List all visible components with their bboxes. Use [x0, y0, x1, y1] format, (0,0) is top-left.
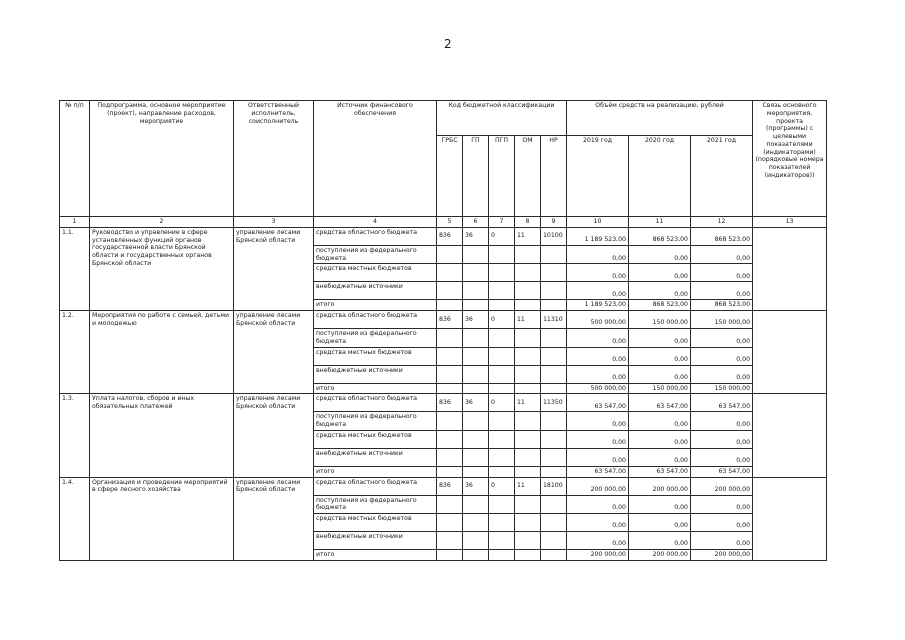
total-2021: 150 000,00 — [691, 383, 753, 394]
value-2021: 63 547,00 — [691, 394, 753, 412]
code-nr: 11350 — [541, 394, 567, 412]
item-number: 1.1. — [60, 227, 90, 310]
value-2020: 0,00 — [629, 329, 691, 348]
value-2021: 0,00 — [691, 245, 753, 264]
total-2019: 500 000,00 — [567, 383, 629, 394]
value-2020: 868 523,00 — [629, 227, 691, 245]
value-2021: 150 000,00 — [691, 311, 753, 329]
value-2019: 0,00 — [567, 514, 629, 532]
source-extra: внебюджетные источники — [314, 282, 437, 300]
header-executor: Ответственный исполнитель, соисполнитель — [234, 101, 314, 217]
value-2021: 0,00 — [691, 282, 753, 300]
item-number: 1.4. — [60, 477, 90, 560]
header-gp: ГП — [463, 136, 489, 217]
code-pgp: 0 — [489, 311, 515, 329]
header-2021: 2021 год — [691, 136, 753, 217]
source-local: средства местных бюджетов — [314, 430, 437, 448]
indicator-link — [753, 227, 827, 310]
value-2019: 0,00 — [567, 495, 629, 514]
value-2019: 0,00 — [567, 245, 629, 264]
item-executor: управление лесами Брянской области — [234, 227, 314, 310]
source-local: средства местных бюджетов — [314, 514, 437, 532]
col-number: 9 — [541, 217, 567, 228]
source-regional: средства областного бюджета — [314, 394, 437, 412]
total-2021: 63 547,00 — [691, 466, 753, 477]
source-regional: средства областного бюджета — [314, 477, 437, 495]
code-gp: 36 — [463, 227, 489, 245]
indicator-link — [753, 394, 827, 477]
value-2020: 0,00 — [629, 365, 691, 383]
item-title: Руководство и управление в сфере установленных функций органов государственной власти Брянской области и государственных органов Брянской области — [90, 227, 234, 310]
item-title: Организация и проведение мероприятий в сфере лесного хозяйства — [90, 477, 234, 560]
value-2021: 200 000,00 — [691, 477, 753, 495]
source-total: итого — [314, 383, 437, 394]
value-2021: 0,00 — [691, 495, 753, 514]
code-gp: 36 — [463, 477, 489, 495]
code-gp: 36 — [463, 394, 489, 412]
col-number: 1 — [60, 217, 90, 228]
total-2020: 868 523,00 — [629, 300, 691, 311]
item-executor: управление лесами Брянской области — [234, 394, 314, 477]
value-2020: 0,00 — [629, 282, 691, 300]
source-local: средства местных бюджетов — [314, 347, 437, 365]
column-numbers-row — [60, 217, 827, 228]
item-title: Мероприятия по работе с семьей, детьми и молодежью — [90, 311, 234, 394]
value-2021: 0,00 — [691, 412, 753, 431]
header-2019: 2019 год — [567, 136, 629, 217]
source-extra: внебюджетные источники — [314, 532, 437, 550]
value-2021: 0,00 — [691, 448, 753, 466]
header-volume: Объём средств на реализацию, рублей — [567, 101, 753, 136]
col-number: 12 — [691, 217, 753, 228]
header-source: Источник финансового обеспечения — [314, 101, 437, 217]
value-2021: 0,00 — [691, 264, 753, 282]
total-2020: 150 000,00 — [629, 383, 691, 394]
value-2019: 0,00 — [567, 282, 629, 300]
col-number: 2 — [90, 217, 234, 228]
col-number: 5 — [437, 217, 463, 228]
header-subprogram: Подпрограмма, основное мероприятие (проект), направление расходов, мероприятие — [90, 101, 234, 217]
source-extra: внебюджетные источники — [314, 448, 437, 466]
code-grbs: 836 — [437, 394, 463, 412]
code-om: 11 — [515, 227, 541, 245]
value-2020: 200 000,00 — [629, 477, 691, 495]
item-number: 1.2. — [60, 311, 90, 394]
source-federal: поступления из федерального бюджета — [314, 412, 437, 431]
finance-table — [59, 100, 827, 561]
source-regional: средства областного бюджета — [314, 227, 437, 245]
value-2020: 0,00 — [629, 448, 691, 466]
table-row — [60, 311, 827, 329]
value-2021: 0,00 — [691, 532, 753, 550]
total-2020: 63 547,00 — [629, 466, 691, 477]
col-number: 8 — [515, 217, 541, 228]
item-executor: управление лесами Брянской области — [234, 477, 314, 560]
value-2020: 0,00 — [629, 264, 691, 282]
value-2020: 0,00 — [629, 245, 691, 264]
total-2021: 200 000,00 — [691, 550, 753, 561]
value-2019: 0,00 — [567, 365, 629, 383]
indicator-link — [753, 311, 827, 394]
header-num: № п/п — [60, 101, 90, 217]
code-om: 11 — [515, 477, 541, 495]
total-2019: 63 547,00 — [567, 466, 629, 477]
value-2021: 868 523,00 — [691, 227, 753, 245]
value-2020: 0,00 — [629, 412, 691, 431]
code-grbs: 836 — [437, 227, 463, 245]
value-2020: 0,00 — [629, 347, 691, 365]
col-number: 4 — [314, 217, 437, 228]
value-2020: 0,00 — [629, 532, 691, 550]
item-title: Уплата налогов, сборов и иных обязательных платежей — [90, 394, 234, 477]
value-2019: 200 000,00 — [567, 477, 629, 495]
value-2020: 0,00 — [629, 514, 691, 532]
code-grbs: 836 — [437, 311, 463, 329]
code-om: 11 — [515, 311, 541, 329]
header-om: ОМ — [515, 136, 541, 217]
code-pgp: 0 — [489, 394, 515, 412]
value-2020: 63 547,00 — [629, 394, 691, 412]
code-nr: 18100 — [541, 477, 567, 495]
code-grbs: 836 — [437, 477, 463, 495]
source-extra: внебюджетные источники — [314, 365, 437, 383]
col-number: 10 — [567, 217, 629, 228]
value-2020: 150 000,00 — [629, 311, 691, 329]
code-nr: 10100 — [541, 227, 567, 245]
col-number: 11 — [629, 217, 691, 228]
table-row — [60, 477, 827, 495]
total-2019: 200 000,00 — [567, 550, 629, 561]
header-budget-code: Код бюджетной классификации — [437, 101, 567, 136]
value-2021: 0,00 — [691, 514, 753, 532]
table-row — [60, 394, 827, 412]
value-2021: 0,00 — [691, 329, 753, 348]
code-nr: 11310 — [541, 311, 567, 329]
col-number: 7 — [489, 217, 515, 228]
value-2019: 0,00 — [567, 329, 629, 348]
source-federal: поступления из федерального бюджета — [314, 245, 437, 264]
value-2019: 0,00 — [567, 412, 629, 431]
source-regional: средства областного бюджета — [314, 311, 437, 329]
header-2020: 2020 год — [629, 136, 691, 217]
source-federal: поступления из федерального бюджета — [314, 329, 437, 348]
indicator-link — [753, 477, 827, 560]
table-row — [60, 227, 827, 245]
value-2020: 0,00 — [629, 495, 691, 514]
source-local: средства местных бюджетов — [314, 264, 437, 282]
total-2020: 200 000,00 — [629, 550, 691, 561]
value-2019: 0,00 — [567, 347, 629, 365]
source-total: итого — [314, 466, 437, 477]
header-pgp: ПГП — [489, 136, 515, 217]
value-2021: 0,00 — [691, 430, 753, 448]
code-om: 11 — [515, 394, 541, 412]
value-2019: 0,00 — [567, 448, 629, 466]
total-2019: 1 189 523,00 — [567, 300, 629, 311]
header-grbs: ГРБС — [437, 136, 463, 217]
value-2020: 0,00 — [629, 430, 691, 448]
code-gp: 36 — [463, 311, 489, 329]
code-pgp: 0 — [489, 477, 515, 495]
value-2019: 0,00 — [567, 532, 629, 550]
code-pgp: 0 — [489, 227, 515, 245]
source-total: итого — [314, 300, 437, 311]
source-total: итого — [314, 550, 437, 561]
total-2021: 868 523,00 — [691, 300, 753, 311]
source-federal: поступления из федерального бюджета — [314, 495, 437, 514]
value-2021: 0,00 — [691, 365, 753, 383]
item-executor: управление лесами Брянской области — [234, 311, 314, 394]
header-link: Связь основного мероприятия, проекта (программы) с целевыми показателями (индикаторами) (порядковые номера показателей (индикаторов)) — [753, 101, 827, 217]
item-number: 1.3. — [60, 394, 90, 477]
header-nr: НР — [541, 136, 567, 217]
value-2019: 63 547,00 — [567, 394, 629, 412]
col-number: 13 — [753, 217, 827, 228]
value-2019: 0,00 — [567, 264, 629, 282]
value-2021: 0,00 — [691, 347, 753, 365]
value-2019: 500 000,00 — [567, 311, 629, 329]
value-2019: 1 189 523,00 — [567, 227, 629, 245]
value-2019: 0,00 — [567, 430, 629, 448]
page-number: 2 — [444, 37, 452, 51]
col-number: 3 — [234, 217, 314, 228]
col-number: 6 — [463, 217, 489, 228]
